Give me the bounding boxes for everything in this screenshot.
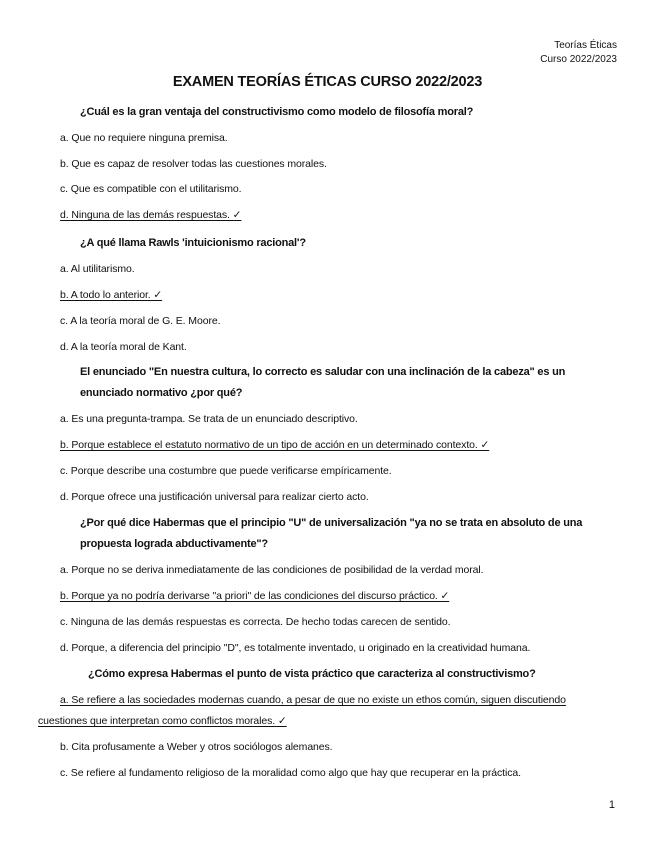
question-2-option-a: a. Al utilitarismo. bbox=[60, 263, 135, 275]
question-2: ¿A qué llama Rawls 'intuicionismo racional'? bbox=[80, 237, 306, 249]
header-course-year: Curso 2022/2023 bbox=[540, 54, 617, 65]
question-4-line-2: propuesta lograda abductivamente"? bbox=[80, 538, 268, 550]
question-1-option-d-correct: d. Ninguna de las demás respuestas. ✓ bbox=[60, 209, 242, 221]
document-header bbox=[540, 39, 617, 67]
question-3-option-b-correct: b. Porque establece el estatuto normativo de un tipo de acción en un determinado contexto. ✓ bbox=[60, 439, 490, 451]
question-5-option-c: c. Se refiere al fundamento religioso de la moralidad como algo que hay que recuperar en la práctica. bbox=[60, 767, 521, 779]
question-5-option-a-continued: cuestiones que interpretan como conflictos morales. ✓ bbox=[38, 715, 287, 727]
question-3-option-d: d. Porque ofrece una justificación universal para realizar cierto acto. bbox=[60, 491, 369, 503]
question-3-line-2: enunciado normativo ¿por qué? bbox=[80, 387, 243, 399]
question-4-option-d: d. Porque, a diferencia del principio "D", es totalmente inventado, u originado en la creatividad humana. bbox=[60, 642, 531, 654]
exam-title: EXAMEN TEORÍAS ÉTICAS CURSO 2022/2023 bbox=[172, 74, 483, 90]
question-1-option-c: c. Que es compatible con el utilitarismo. bbox=[60, 183, 242, 195]
question-3-option-a: a. Es una pregunta-trampa. Se trata de un enunciado descriptivo. bbox=[60, 413, 358, 425]
header-course-name: Teorías Éticas bbox=[554, 40, 617, 51]
question-3-line-1: El enunciado "En nuestra cultura, lo correcto es saludar con una inclinación de la cabeza" es un bbox=[80, 366, 566, 378]
page-number: 1 bbox=[608, 799, 615, 811]
question-5: ¿Cómo expresa Habermas el punto de vista práctico que caracteriza al constructivismo? bbox=[88, 668, 536, 680]
question-5-option-b: b. Cita profusamente a Weber y otros sociólogos alemanes. bbox=[60, 741, 333, 753]
question-1: ¿Cuál es la gran ventaja del constructivismo como modelo de filosofía moral? bbox=[80, 106, 474, 118]
question-4-line-1: ¿Por qué dice Habermas que el principio "U" de universalización "ya no se trata en absoluto de una bbox=[80, 517, 583, 529]
question-4-option-a: a. Porque no se deriva inmediatamente de las condiciones de posibilidad de la verdad moral. bbox=[60, 564, 484, 576]
question-5-option-a-correct: a. Se refiere a las sociedades modernas cuando, a pesar de que no existe un ethos común, siguen discutiendo bbox=[60, 694, 566, 706]
question-1-option-b: b. Que es capaz de resolver todas las cuestiones morales. bbox=[60, 158, 327, 170]
question-2-option-d: d. A la teoría moral de Kant. bbox=[60, 341, 187, 353]
question-2-option-c: c. A la teoría moral de G. E. Moore. bbox=[60, 315, 221, 327]
question-3-option-c: c. Porque describe una costumbre que puede verificarse empíricamente. bbox=[60, 465, 392, 477]
question-2-option-b-correct: b. A todo lo anterior. ✓ bbox=[60, 289, 163, 301]
question-4-option-c: c. Ninguna de las demás respuestas es correcta. De hecho todas carecen de sentido. bbox=[60, 616, 451, 628]
question-4-option-b-correct: b. Porque ya no podría derivarse "a priori" de las condiciones del discurso práctico. ✓ bbox=[60, 590, 450, 602]
question-1-option-a: a. Que no requiere ninguna premisa. bbox=[60, 132, 228, 144]
